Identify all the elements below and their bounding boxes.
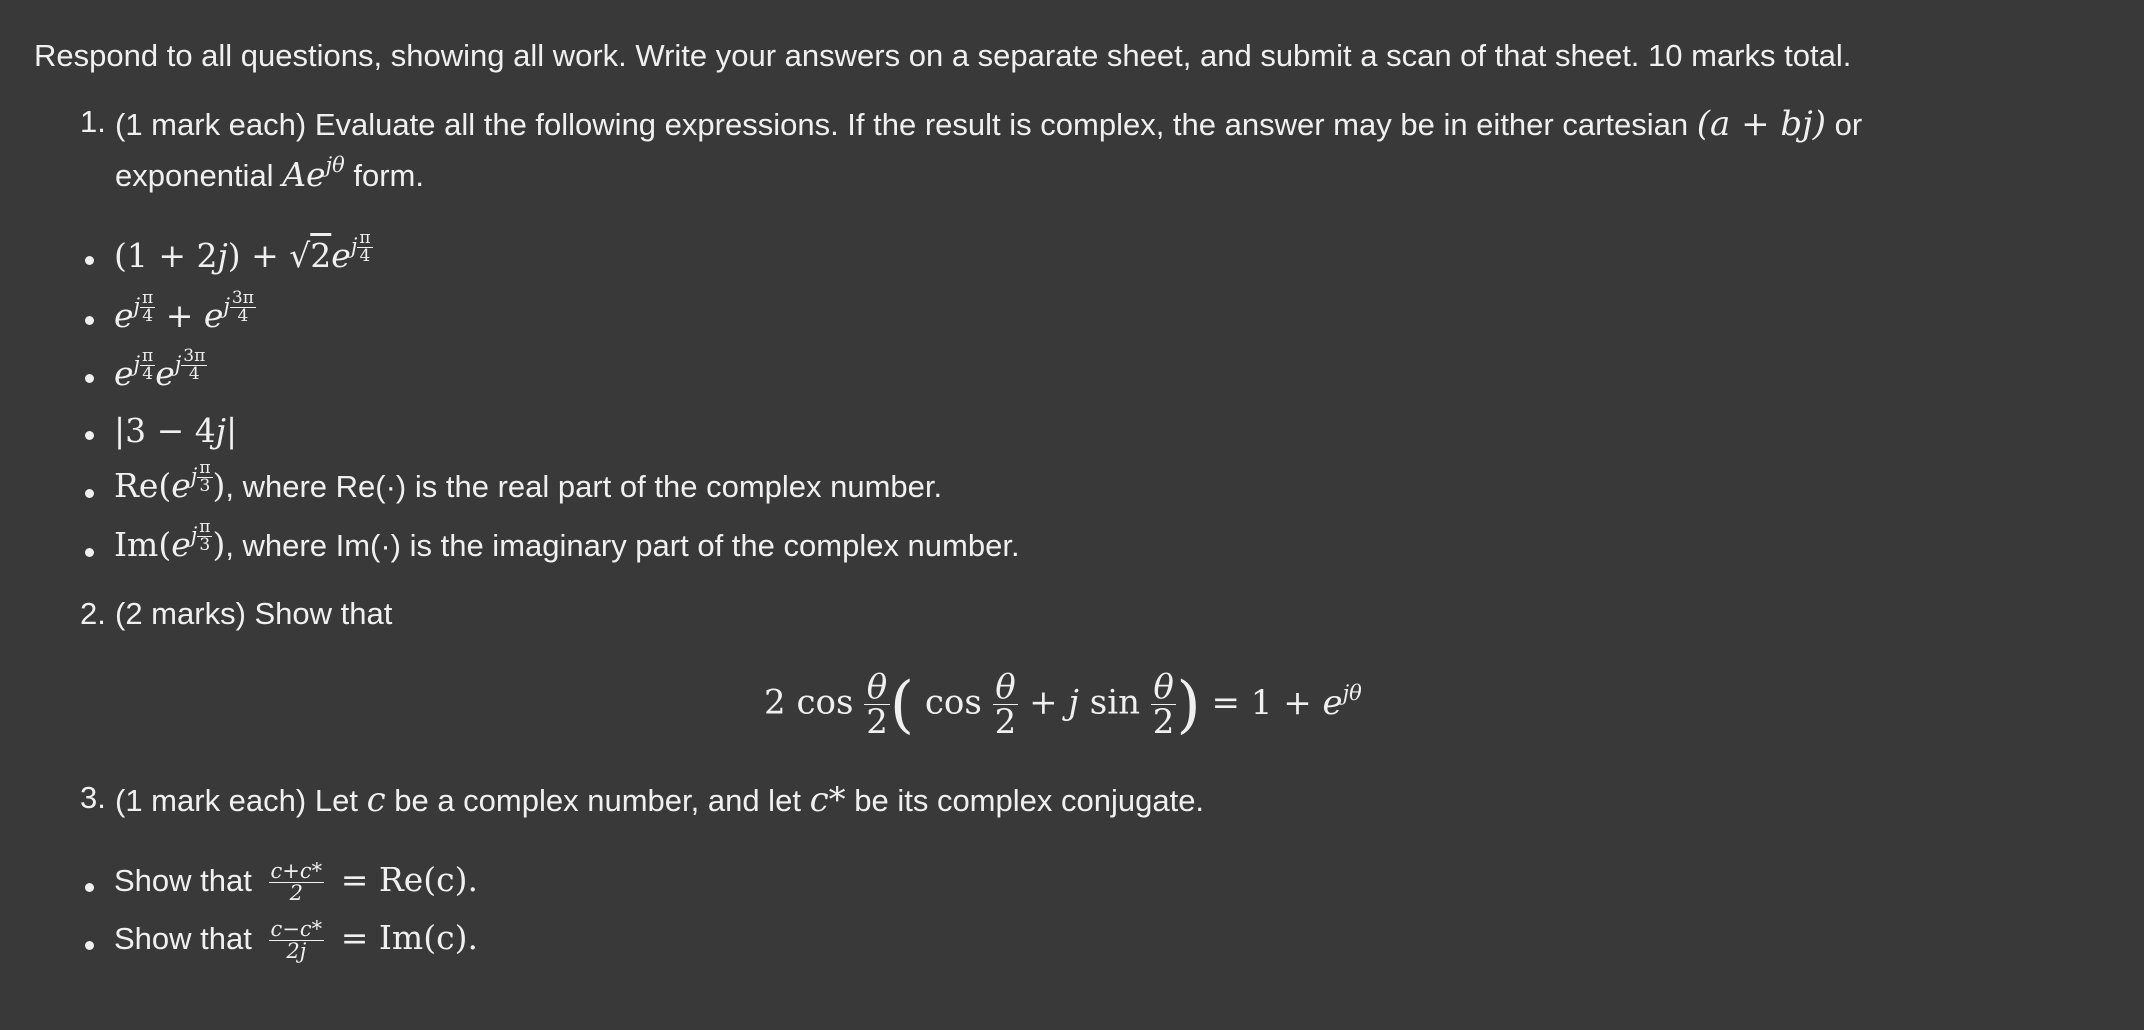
question-2-label: (2 marks) Show that	[115, 596, 393, 631]
bullet-icon	[85, 548, 94, 557]
form-word: form.	[353, 158, 424, 193]
question-3-number: 3.	[80, 780, 106, 815]
q1-item-6: $Im(e^{j \frac{\pi}{3}}$ ), where Im(·) is the imaginary part of the complex number.	[114, 517, 1020, 564]
question-1-line2	[115, 155, 424, 194]
q1-item-1: $(1 + 2j) + √2e^{j \frac{\pi}{4}}$	[114, 228, 371, 275]
var-c-star: c*	[809, 780, 846, 820]
bullet-icon	[85, 256, 94, 265]
bullet-icon	[85, 431, 94, 440]
q1-item-2: $e^{j \frac{\pi}{4}}$ + $e^{j \frac{3\pi}{4}}$	[114, 288, 254, 335]
bullet-icon	[85, 316, 94, 325]
question-1-number: 1.	[80, 104, 106, 139]
question-2-equation: 2 cos $\frac{\theta}{2}$ ( cos $\frac{\theta}{2}$ + j sin $\frac{\theta}{2}$ ) = $1 + e^{j\theta}$	[764, 667, 1362, 742]
q3-item-1: Show that $\frac{c+c*}{2}$ = Re(c).	[114, 859, 478, 906]
bullet-icon	[85, 883, 94, 892]
exponential-word: exponential	[115, 158, 274, 193]
q3-item-2: Show that $\frac{c-c*}{2j}$ = Im(c).	[114, 917, 478, 964]
question-1-text	[115, 104, 1862, 144]
q1-item-5: $Re(e^{j \frac{\pi}{3}}$ ), where Re(·) is the real part of the complex number.	[114, 458, 943, 505]
question-1-or: or	[1834, 107, 1863, 142]
cartesian-form: (a + bj)	[1696, 104, 1826, 144]
question-1-line1: (1 mark each) Evaluate all the following expressions. If the result is complex, the answer may be in either cartesian	[115, 107, 1689, 142]
bullet-icon	[85, 941, 94, 950]
exponential-form: $Ae^{j\theta}$	[282, 153, 345, 194]
question-2-number: 2.	[80, 596, 106, 631]
var-c: c	[366, 780, 386, 820]
bullet-icon	[85, 374, 94, 383]
q1-item-3: $e^{j \frac{\pi}{4}}$ $e^{j \frac{3\pi}{4}}$	[114, 346, 206, 393]
question-3-text: (1 mark each) Let c be a complex number, and let c* be its complex conjugate.	[115, 780, 1205, 820]
q1-item-4: |3 − 4j|	[114, 411, 238, 450]
instructions-text: Respond to all questions, showing all work. Write your answers on a separate sheet, and submit a scan of that sheet. 10 marks total.	[34, 38, 1852, 73]
bullet-icon	[85, 489, 94, 498]
